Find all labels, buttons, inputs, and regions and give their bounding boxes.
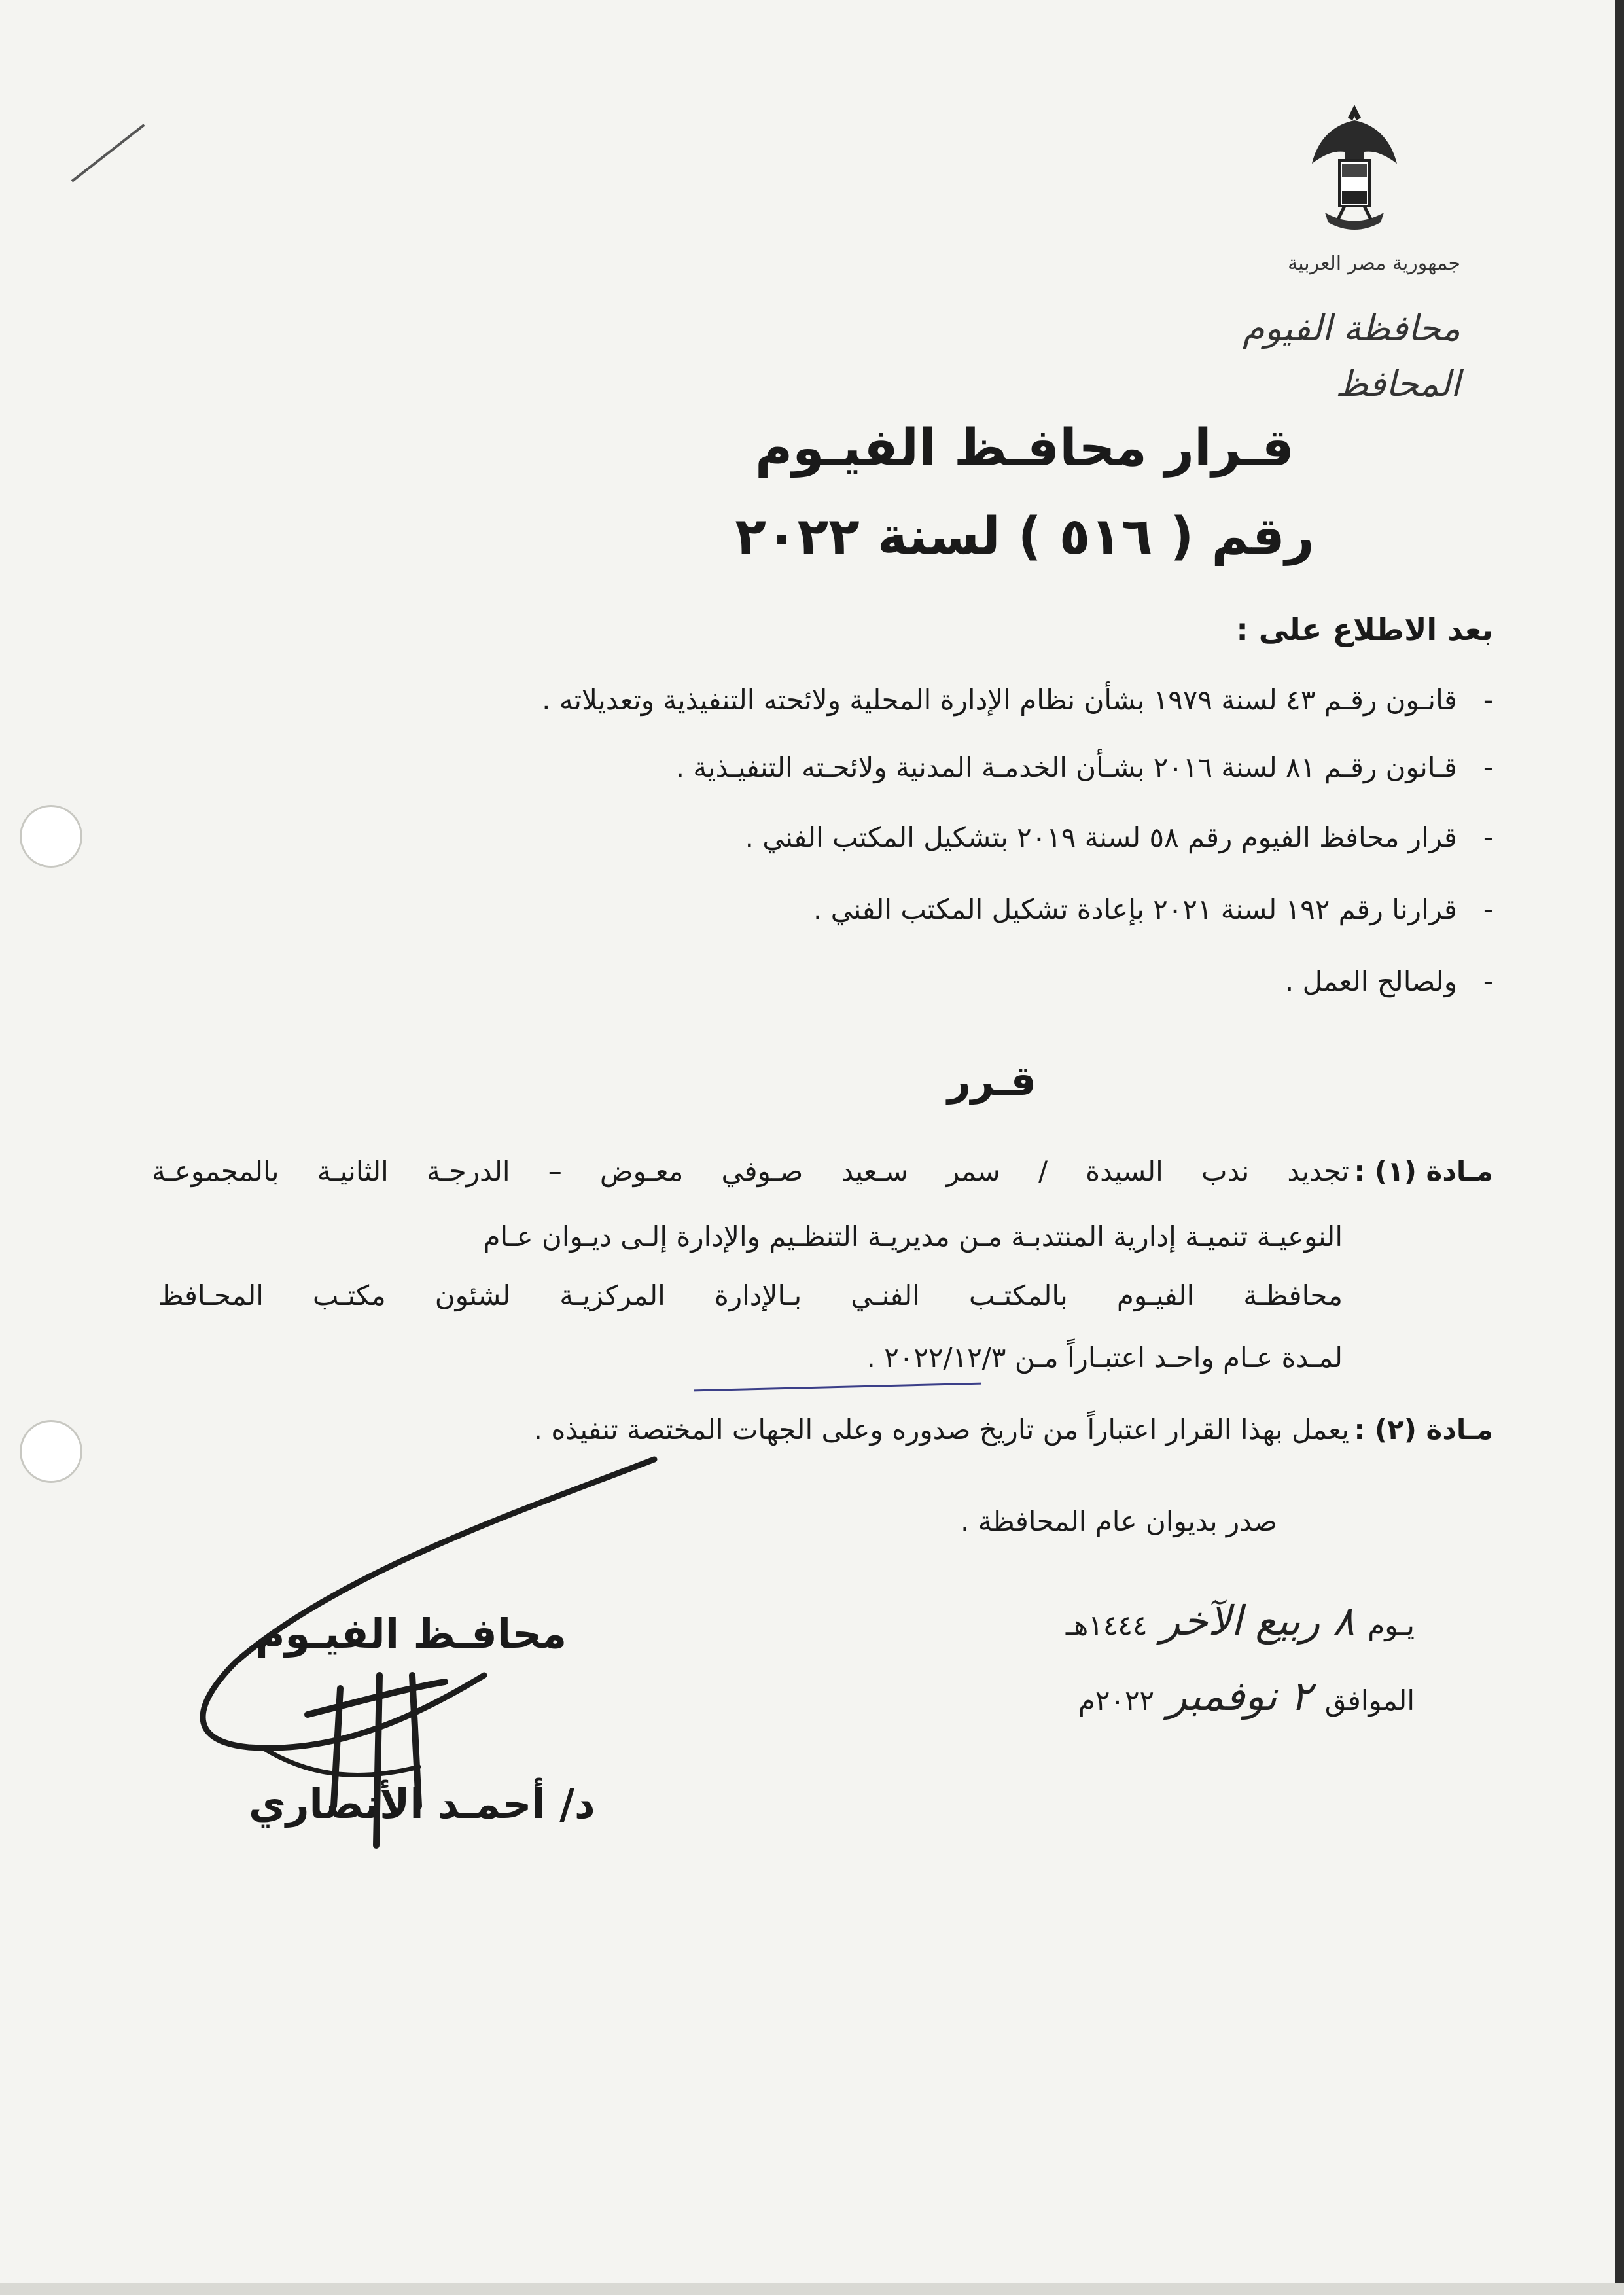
gregorian-date bbox=[1078, 1672, 1415, 1720]
decree-title: قـرار محافـظ الفيـوم bbox=[755, 419, 1294, 478]
scan-bottom-edge bbox=[0, 2283, 1624, 2295]
pen-underline bbox=[694, 1383, 981, 1392]
article-2-line: يعمل بهذا القرار اعتباراً من تاريخ صدوره وعلى الجهات المختصة تنفيذه . bbox=[533, 1414, 1349, 1446]
preamble-item: -قرار محافظ الفيوم رقم ٥٨ لسنة ٢٠١٩ بتشكيل المكتب الفني . bbox=[745, 821, 1493, 853]
article-1-line: لمـدة عـام واحـد اعتبـاراً مـن ٢٠٢٢/١٢/٣ . bbox=[866, 1342, 1343, 1374]
decree-heading: قـرر bbox=[947, 1057, 1037, 1105]
handwritten-hijri-day: ٨ ربيع الآخر bbox=[1160, 1597, 1355, 1645]
article-2-label: مـادة (٢) : bbox=[1354, 1414, 1493, 1446]
decree-number: رقم ( ٥١٦ ) لسنة ٢٠٢٢ bbox=[735, 507, 1315, 566]
punch-hole-bottom bbox=[20, 1420, 82, 1483]
hijri-date bbox=[1066, 1597, 1415, 1645]
signatory-name: د/ أحمـد الأنصاري bbox=[249, 1780, 595, 1828]
preamble-label: بعد الاطلاع على : bbox=[1236, 612, 1493, 647]
preamble-item: -ولصالح العمل . bbox=[1284, 965, 1493, 997]
letterhead-governorate: محافظة الفيوم bbox=[1243, 308, 1460, 349]
hijri-year: ١٤٤٤هـ bbox=[1065, 1609, 1148, 1641]
signatory-title: محافـظ الفيـوم bbox=[255, 1610, 567, 1658]
article-1-line: تجديد ندب السيدة / سمر سـعيد صـوفي معـوض – الدرجـة الثانيـة بالمجموعـة bbox=[152, 1155, 1349, 1187]
scan-edge bbox=[1615, 0, 1624, 2295]
gregorian-year: ٢٠٢٢م bbox=[1078, 1684, 1155, 1717]
agree-label: الموافق bbox=[1324, 1684, 1415, 1717]
handwritten-signature-icon bbox=[144, 1440, 733, 1898]
preamble-item: -قرارنا رقم ١٩٢ لسنة ٢٠٢١ بإعادة تشكيل المكتب الفني . bbox=[813, 893, 1493, 925]
article-1-line: النوعيـة تنميـة إدارية المنتدبـة مـن مديريـة التنظـيم والإدارة إلـى ديـوان عـام bbox=[483, 1220, 1343, 1253]
letterhead-country: جمهورية مصر العربية bbox=[1288, 252, 1460, 275]
letterhead-office: المحافظ bbox=[1335, 363, 1460, 404]
punch-hole-top bbox=[20, 805, 82, 868]
scan-mark bbox=[71, 124, 145, 182]
egypt-eagle-emblem-icon bbox=[1299, 98, 1410, 242]
issued-statement: صدر بديوان عام المحافظة . bbox=[961, 1505, 1277, 1537]
article-1-line: محافظـة الفيـوم بالمكتـب الفنـي بـالإدارة المركزيـة لشئون مكتـب المحـافظ bbox=[158, 1279, 1343, 1311]
preamble-item: -قانـون رقـم ٤٣ لسنة ١٩٧٩ بشأن نظام الإدارة المحلية ولائحته التنفيذية وتعديلاته . bbox=[542, 684, 1493, 716]
day-label: يـوم bbox=[1368, 1609, 1415, 1641]
preamble-item: -قـانون رقـم ٨١ لسنة ٢٠١٦ بشـأن الخدمـة المدنية ولائحـته التنفيـذية . bbox=[675, 751, 1493, 783]
handwritten-gregorian-day: ٢ نوفمبر bbox=[1167, 1672, 1312, 1720]
article-1-label: مـادة (١) : bbox=[1354, 1155, 1493, 1187]
